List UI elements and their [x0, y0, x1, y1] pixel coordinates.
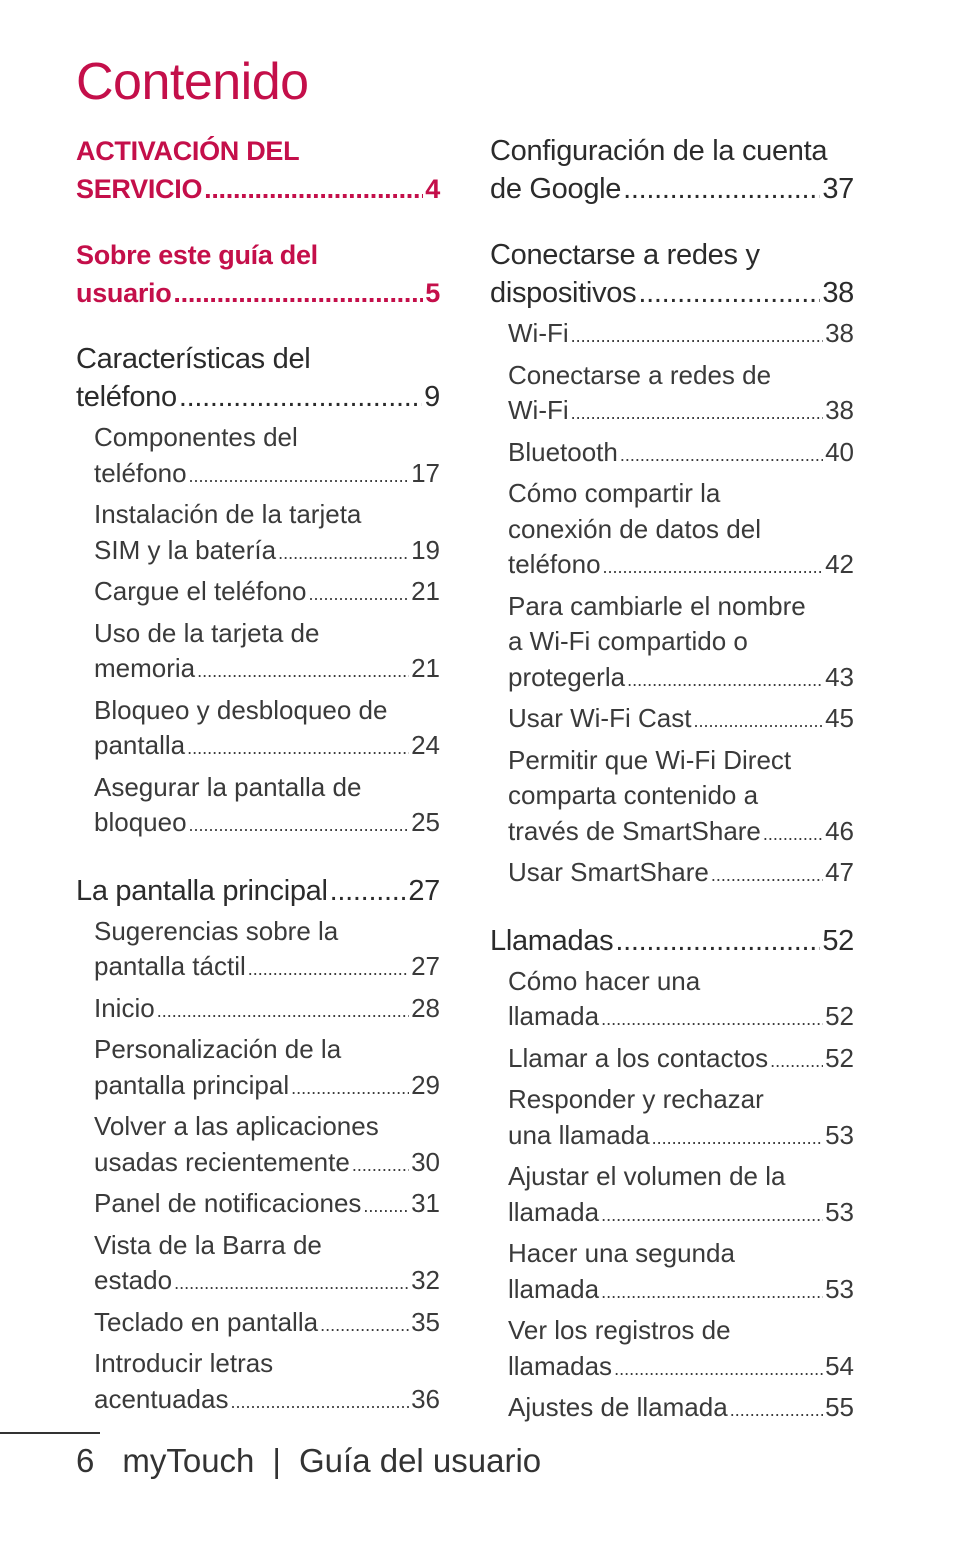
toc-right-column	[490, 132, 854, 1457]
toc-entry-line: comparta contenido a	[508, 780, 759, 810]
toc-entry-line: Bluetooth	[508, 436, 618, 467]
toc-entry[interactable]	[490, 701, 854, 740]
dot-leader	[614, 1352, 823, 1388]
toc-entry-line: conexión de datos del	[508, 513, 761, 544]
dot-leader	[278, 536, 409, 572]
toc-entry-line: teléfono	[94, 457, 187, 488]
dot-leader	[352, 1148, 409, 1184]
toc-section-title-line: teléfono	[76, 381, 177, 413]
footer-separator: |	[272, 1442, 281, 1479]
toc-section-title-line: Conectarse a redes y	[490, 239, 760, 271]
toc-entry[interactable]	[76, 770, 440, 844]
toc-entry-line: Introducir letras	[94, 1348, 274, 1378]
dot-leader	[189, 808, 410, 844]
toc-entry-line: llamadas	[508, 1350, 613, 1381]
toc-page-number: 38	[825, 318, 854, 348]
dot-leader	[173, 274, 423, 312]
toc-page-number: 21	[411, 576, 440, 606]
toc-entry[interactable]	[76, 1346, 440, 1420]
toc-entry-line: llamada	[508, 1001, 600, 1031]
toc-page-number: 29	[411, 1069, 440, 1100]
toc-section	[76, 236, 440, 312]
toc-section-title[interactable]	[490, 922, 854, 960]
dot-leader	[652, 1121, 823, 1157]
toc-entry[interactable]	[490, 1041, 854, 1080]
dot-leader	[763, 817, 823, 853]
toc-entry-line: Inicio	[94, 992, 155, 1023]
toc-entry-line: Ver los registros de	[508, 1315, 731, 1345]
toc-section	[490, 132, 854, 208]
toc-entry-line: SIM y la batería	[94, 534, 277, 565]
toc-page-number: 40	[825, 436, 854, 467]
toc-entry[interactable]	[490, 743, 854, 853]
toc-page-number: 19	[411, 534, 440, 565]
toc-entry-line: Personalización de la	[94, 1034, 342, 1064]
toc-page-number: 55	[825, 1392, 854, 1422]
toc-entry-line: llamada	[508, 1273, 600, 1304]
toc-entry-line: pantalla táctil	[94, 951, 246, 981]
toc-page-number: 42	[825, 549, 854, 579]
toc-entry[interactable]	[76, 991, 440, 1030]
dot-leader	[197, 654, 409, 690]
toc-section-title[interactable]	[76, 872, 440, 910]
toc-entry-line: Panel de notificaciones	[94, 1188, 362, 1218]
toc-entry-line: memoria	[94, 653, 196, 683]
toc-page-number: 30	[411, 1146, 440, 1177]
toc-page-number: 25	[411, 807, 440, 837]
toc-entry[interactable]	[490, 1082, 854, 1156]
dot-leader	[601, 1198, 823, 1234]
toc-section-title-line: ACTIVACIÓN DEL	[76, 136, 300, 166]
toc-entry-line: Instalación de la tarjeta	[94, 499, 362, 529]
toc-section-title[interactable]	[490, 132, 854, 208]
dot-leader	[627, 663, 823, 699]
dot-leader	[693, 704, 823, 740]
footer-rule	[0, 1432, 100, 1434]
toc-entry[interactable]	[490, 435, 854, 474]
toc-page-number: 5	[425, 278, 440, 308]
toc-entry-line: Ajustes de llamada	[508, 1392, 728, 1422]
toc-entry-line: Uso de la tarjeta de	[94, 617, 320, 648]
toc-entry[interactable]	[490, 1313, 854, 1387]
toc-section-title[interactable]	[76, 132, 440, 208]
toc-entry[interactable]	[76, 1228, 440, 1302]
toc-section-title-line: de Google	[490, 173, 622, 205]
toc-section-title[interactable]	[76, 340, 440, 416]
toc-entry[interactable]	[76, 1186, 440, 1225]
dot-leader	[638, 274, 820, 312]
toc-page-number: 53	[825, 1273, 854, 1304]
dot-leader	[363, 1189, 409, 1225]
toc-page-number: 53	[825, 1119, 854, 1150]
toc-section-title-line: usuario	[76, 278, 172, 308]
toc-page-number: 24	[411, 730, 440, 760]
toc-page-number: 53	[825, 1196, 854, 1227]
toc-entry[interactable]	[76, 616, 440, 690]
toc-entry[interactable]	[490, 589, 854, 699]
dot-leader	[189, 459, 410, 495]
toc-page-number: 35	[411, 1306, 440, 1337]
toc-entry[interactable]	[490, 964, 854, 1038]
toc-entry-line: Conectarse a redes de	[508, 359, 772, 390]
toc-entry-line: Componentes del	[94, 422, 298, 452]
toc-page-number: 54	[825, 1350, 854, 1381]
dot-leader	[291, 1071, 409, 1107]
dot-leader	[601, 1275, 823, 1311]
dot-leader	[603, 550, 824, 586]
toc-entry[interactable]	[490, 476, 854, 586]
toc-entry-line: llamada	[508, 1196, 600, 1227]
toc-page-number: 17	[411, 457, 440, 488]
toc-entry-line: pantalla principal	[94, 1069, 290, 1100]
dot-leader	[601, 1002, 823, 1038]
toc-entry[interactable]	[76, 914, 440, 988]
dot-leader	[623, 170, 820, 208]
toc-entry-line: Teclado en pantalla	[94, 1306, 319, 1337]
toc-entry-line: pantalla	[94, 730, 186, 760]
toc-page-number: 28	[411, 992, 440, 1023]
dot-leader	[179, 378, 422, 416]
toc-entry-line: bloqueo	[94, 807, 187, 837]
toc-entry-line: una llamada	[508, 1119, 650, 1150]
footer-page-number: 6	[76, 1442, 95, 1479]
toc-entry-line: Para cambiarle el nombre	[508, 590, 806, 621]
dot-leader	[615, 922, 820, 960]
toc-section-title-line: Llamadas	[490, 924, 614, 957]
toc-section	[76, 872, 440, 1421]
toc-entry-line: usadas recientemente	[94, 1146, 350, 1177]
toc-section-title-line: Sobre este guía del	[76, 240, 318, 270]
toc-section-title-line: Configuración de la cuenta	[490, 135, 828, 167]
toc-page-number: 52	[825, 1001, 854, 1031]
toc-page-number: 27	[408, 874, 440, 907]
toc-entry-line: Wi-Fi	[508, 318, 569, 348]
toc-entry[interactable]	[76, 420, 440, 494]
dot-leader	[248, 952, 409, 988]
toc-section-title-line: dispositivos	[490, 277, 637, 309]
toc-entry-line: Ajustar el volumen de la	[508, 1161, 786, 1191]
toc-page-number: 4	[425, 174, 440, 204]
toc-page-number: 46	[825, 815, 854, 846]
toc-entry-line: Permitir que Wi-Fi Direct	[508, 744, 792, 775]
dot-leader	[571, 396, 823, 432]
toc-section	[490, 922, 854, 1429]
toc-page-number: 32	[411, 1265, 440, 1295]
dot-leader	[730, 1393, 823, 1429]
toc-page-number: 21	[411, 653, 440, 683]
dot-leader	[620, 438, 823, 474]
page-footer	[76, 1442, 541, 1480]
dot-leader	[770, 1044, 823, 1080]
toc-page-number: 38	[822, 277, 854, 309]
toc-entry-line: Llamar a los contactos	[508, 1042, 769, 1073]
toc-section-title[interactable]	[490, 236, 854, 312]
toc-entry-line: Volver a las aplicaciones	[94, 1111, 379, 1141]
toc-entry-line: acentuadas	[94, 1383, 229, 1414]
footer-product: myTouch	[122, 1442, 255, 1479]
toc-page-number: 52	[825, 1042, 854, 1073]
toc-entry-line: Cómo compartir la	[508, 478, 721, 508]
toc-section	[76, 132, 440, 208]
toc-page-number: 45	[825, 703, 854, 733]
toc-entry[interactable]	[76, 497, 440, 571]
toc-entry-line: Cómo hacer una	[508, 965, 701, 996]
toc-page-number: 36	[411, 1383, 440, 1414]
toc-section-title-line: SERVICIO	[76, 174, 203, 204]
toc-page-number: 31	[411, 1188, 440, 1218]
dot-leader	[230, 1385, 409, 1421]
toc-entry[interactable]	[76, 574, 440, 613]
toc-entry-line: Vista de la Barra de	[94, 1229, 322, 1260]
toc-section-title-line: Características del	[76, 343, 311, 375]
toc-entry-line: Sugerencias sobre la	[94, 915, 339, 946]
toc-entry-line: Bloqueo y desbloqueo de	[94, 694, 388, 725]
toc-entry[interactable]	[76, 1109, 440, 1183]
toc-entry[interactable]	[490, 855, 854, 894]
page-title: Contenido	[76, 53, 309, 111]
toc-left-column	[76, 132, 440, 1448]
toc-entry[interactable]	[76, 1305, 440, 1344]
toc-section-title[interactable]	[76, 236, 440, 312]
toc-section-title-line: La pantalla principal	[76, 874, 328, 907]
toc-page-number: 52	[822, 924, 854, 957]
toc-entry-line: Asegurar la pantalla de	[94, 771, 362, 802]
toc-entry[interactable]	[490, 316, 854, 355]
toc-entry-line: estado	[94, 1265, 173, 1295]
toc-entry-line: Usar Wi-Fi Cast	[508, 703, 692, 733]
dot-leader	[157, 994, 409, 1030]
dot-leader	[174, 1266, 409, 1302]
dot-leader	[308, 577, 409, 613]
toc-entry[interactable]	[490, 1159, 854, 1233]
dot-leader	[320, 1308, 409, 1344]
toc-entry[interactable]	[490, 1390, 854, 1429]
toc-page-number: 37	[822, 173, 854, 205]
toc-entry-line: protegerla	[508, 661, 626, 692]
toc-entry-line: Wi-Fi	[508, 395, 569, 425]
toc-entry[interactable]	[76, 1032, 440, 1106]
toc-section	[490, 236, 854, 894]
toc-entry[interactable]	[490, 1236, 854, 1310]
toc-section	[76, 340, 440, 844]
toc-page-number: 9	[424, 381, 440, 413]
toc-page-number: 38	[825, 395, 854, 425]
toc-entry-line: teléfono	[508, 549, 601, 579]
toc-entry-line: a Wi-Fi compartido o	[508, 626, 748, 656]
toc-page-number: 43	[825, 661, 854, 692]
toc-entry[interactable]	[76, 693, 440, 767]
toc-entry[interactable]	[490, 358, 854, 432]
footer-guide: Guía del usuario	[299, 1442, 542, 1479]
toc-entry-line: Cargue el teléfono	[94, 576, 307, 606]
dot-leader	[571, 319, 823, 355]
toc-page-number: 47	[825, 857, 854, 887]
dot-leader	[204, 170, 423, 208]
dot-leader	[711, 858, 823, 894]
toc-entry-line: Responder y rechazar	[508, 1084, 764, 1114]
toc-entry-line: través de SmartShare	[508, 815, 761, 846]
toc-entry-line: Usar SmartShare	[508, 857, 709, 887]
toc-entry-line: Hacer una segunda	[508, 1238, 735, 1268]
dot-leader	[187, 731, 409, 767]
toc-page-number: 27	[411, 951, 440, 981]
dot-leader	[330, 872, 407, 910]
